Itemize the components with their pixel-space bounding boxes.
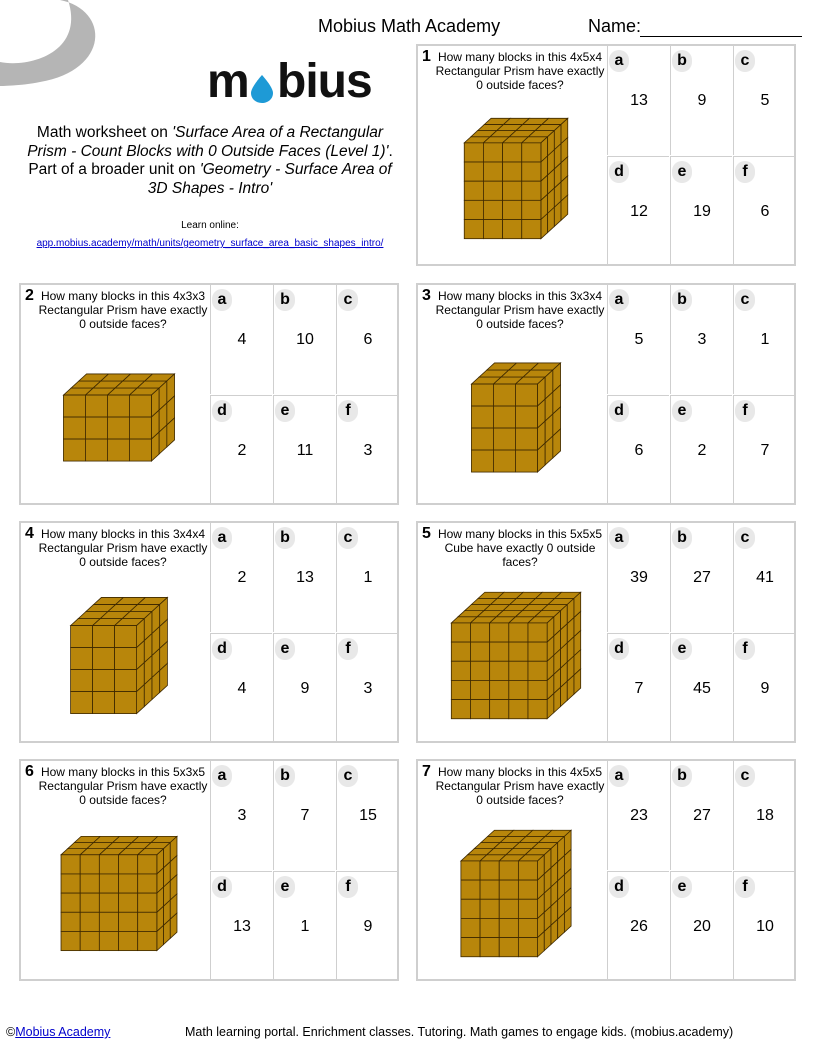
option-letter: a xyxy=(212,527,232,549)
block-front-face xyxy=(522,200,541,219)
block-front-face xyxy=(85,439,107,461)
block-front-face xyxy=(522,181,541,200)
block-front-face xyxy=(138,855,157,874)
problem-question: How many blocks in this 4x3x3 Rectangular Prism have exactly 0 outside faces? xyxy=(38,289,208,331)
block-front-face xyxy=(528,700,547,719)
option-value: 6 xyxy=(634,442,644,459)
option-value: 18 xyxy=(756,807,774,824)
block-front-face xyxy=(470,700,489,719)
answer-option-a[interactable] xyxy=(210,761,272,870)
option-value: 3 xyxy=(363,680,373,697)
block-front-face xyxy=(115,692,137,714)
problem-question: How many blocks in this 3x4x4 Rectangular Prism have exactly 0 outside faces? xyxy=(38,527,208,569)
block-front-face xyxy=(93,692,115,714)
answer-grid xyxy=(607,46,796,266)
prism-figure xyxy=(426,335,606,500)
svg-text:m: m xyxy=(207,57,249,107)
problem-4 xyxy=(19,521,399,743)
block-front-face xyxy=(464,181,483,200)
block-front-face xyxy=(99,912,118,931)
block-front-face xyxy=(99,855,118,874)
answer-option-e[interactable] xyxy=(670,395,732,504)
block-front-face xyxy=(471,428,493,450)
option-value: 27 xyxy=(693,807,711,824)
answer-option-c[interactable] xyxy=(733,761,795,870)
block-front-face xyxy=(71,626,93,648)
option-value: 6 xyxy=(760,203,770,220)
worksheet-description: Math worksheet on 'Surface Area of a Rectangular Prism - Count Blocks with 0 Outside Faces (Level 1)'. Part of a broader unit on 'Geometry - Surface Area of 3D Shapes - Intro' xyxy=(27,124,393,197)
block-front-face xyxy=(71,670,93,692)
block-front-face xyxy=(515,384,537,406)
prism-figure xyxy=(29,811,209,976)
answer-option-d[interactable] xyxy=(607,633,669,742)
option-letter: c xyxy=(735,765,755,787)
block-front-face xyxy=(493,428,515,450)
block-front-face xyxy=(61,912,80,931)
block-front-face xyxy=(99,893,118,912)
answer-option-b[interactable] xyxy=(273,285,335,394)
block-front-face xyxy=(107,395,129,417)
block-front-face xyxy=(503,200,522,219)
option-value: 7 xyxy=(634,680,644,697)
block-front-face xyxy=(461,899,480,918)
svg-text:bius: bius xyxy=(277,57,372,107)
answer-option-f[interactable] xyxy=(733,156,795,265)
block-front-face xyxy=(115,626,137,648)
block-front-face xyxy=(515,450,537,472)
option-letter: b xyxy=(275,765,295,787)
block-front-face xyxy=(483,181,502,200)
block-front-face xyxy=(480,899,499,918)
prism-figure xyxy=(426,96,606,261)
option-letter: f xyxy=(735,638,755,660)
block-front-face xyxy=(80,874,99,893)
name-label: Name: xyxy=(588,16,642,36)
option-letter: b xyxy=(672,527,692,549)
option-letter: d xyxy=(212,400,232,422)
option-letter: e xyxy=(275,876,295,898)
block-front-face xyxy=(503,143,522,162)
option-value: 9 xyxy=(760,680,770,697)
answer-option-d[interactable] xyxy=(210,633,272,742)
option-value: 5 xyxy=(634,331,644,348)
answer-option-f[interactable] xyxy=(336,633,398,742)
block-front-face xyxy=(490,700,509,719)
problem-question: How many blocks in this 4x5x4 Rectangular Prism have exactly 0 outside faces? xyxy=(435,50,605,92)
problem-7 xyxy=(416,759,796,981)
option-value: 3 xyxy=(363,442,373,459)
block-front-face xyxy=(480,918,499,937)
block-front-face xyxy=(471,450,493,472)
answer-option-e[interactable] xyxy=(670,156,732,265)
block-front-face xyxy=(522,220,541,239)
option-letter: b xyxy=(275,527,295,549)
option-value: 41 xyxy=(756,569,774,586)
block-front-face xyxy=(63,439,85,461)
block-front-face xyxy=(138,874,157,893)
block-front-face xyxy=(509,661,528,680)
option-letter: b xyxy=(275,289,295,311)
prism-figure xyxy=(426,811,606,976)
option-value: 1 xyxy=(300,918,310,935)
option-letter: f xyxy=(735,876,755,898)
answer-option-a[interactable] xyxy=(607,285,669,394)
block-front-face xyxy=(528,623,547,642)
answer-option-e[interactable] xyxy=(273,395,335,504)
block-front-face xyxy=(528,661,547,680)
option-letter: a xyxy=(212,289,232,311)
unit-link[interactable]: app.mobius.academy/math/units/geometry_surface_area_basic_shapes_intro/ xyxy=(36,238,384,249)
prism-figure xyxy=(29,573,209,738)
block-front-face xyxy=(115,670,137,692)
answer-option-b[interactable] xyxy=(670,285,732,394)
answer-option-b[interactable] xyxy=(670,761,732,870)
option-value: 5 xyxy=(760,92,770,109)
block-front-face xyxy=(499,918,518,937)
answer-option-c[interactable] xyxy=(733,523,795,632)
answer-option-b[interactable] xyxy=(273,523,335,632)
answer-option-f[interactable] xyxy=(733,871,795,980)
problem-number: 2 xyxy=(25,287,34,304)
block-front-face xyxy=(115,648,137,670)
block-front-face xyxy=(119,893,138,912)
answer-option-b[interactable] xyxy=(670,523,732,632)
block-front-face xyxy=(528,680,547,699)
block-front-face xyxy=(483,143,502,162)
option-value: 12 xyxy=(630,203,648,220)
problem-3 xyxy=(416,283,796,505)
block-front-face xyxy=(518,861,537,880)
option-value: 9 xyxy=(363,918,373,935)
answer-grid xyxy=(607,523,796,743)
block-front-face xyxy=(471,406,493,428)
option-letter: f xyxy=(735,400,755,422)
block-front-face xyxy=(63,417,85,439)
footer-copyright: ©Mobius Academy xyxy=(6,1025,111,1039)
option-value: 7 xyxy=(300,807,310,824)
block-front-face xyxy=(522,143,541,162)
block-front-face xyxy=(499,938,518,957)
block-front-face xyxy=(129,417,151,439)
block-front-face xyxy=(518,938,537,957)
block-front-face xyxy=(107,439,129,461)
option-letter: a xyxy=(609,50,629,72)
block-front-face xyxy=(138,893,157,912)
block-front-face xyxy=(80,855,99,874)
block-front-face xyxy=(61,855,80,874)
block-front-face xyxy=(138,912,157,931)
answer-grid xyxy=(607,285,796,505)
answer-option-c[interactable] xyxy=(733,46,795,155)
option-value: 45 xyxy=(693,680,711,697)
block-front-face xyxy=(493,384,515,406)
option-value: 13 xyxy=(233,918,251,935)
footer-tagline: Math learning portal. Enrichment classes. Tutoring. Math games to engage kids. (mobius.academy) xyxy=(185,1025,734,1039)
answer-grid xyxy=(210,523,399,743)
option-value: 26 xyxy=(630,918,648,935)
block-front-face xyxy=(93,670,115,692)
option-letter: b xyxy=(672,765,692,787)
option-value: 10 xyxy=(296,331,314,348)
learn-online-label: Learn online: xyxy=(181,220,239,231)
option-letter: c xyxy=(338,527,358,549)
option-letter: c xyxy=(735,527,755,549)
problem-number: 5 xyxy=(422,525,431,542)
block-front-face xyxy=(470,642,489,661)
answer-option-f[interactable] xyxy=(336,871,398,980)
block-front-face xyxy=(518,880,537,899)
problem-question: How many blocks in this 5x3x5 Rectangular Prism have exactly 0 outside faces? xyxy=(38,765,208,807)
option-letter: f xyxy=(338,638,358,660)
option-value: 4 xyxy=(237,680,247,697)
answer-option-f[interactable] xyxy=(336,395,398,504)
option-value: 19 xyxy=(693,203,711,220)
answer-option-d[interactable] xyxy=(607,871,669,980)
answer-option-d[interactable] xyxy=(210,395,272,504)
answer-option-a[interactable] xyxy=(210,523,272,632)
answer-option-e[interactable] xyxy=(273,633,335,742)
answer-option-d[interactable] xyxy=(607,156,669,265)
block-front-face xyxy=(129,439,151,461)
option-value: 2 xyxy=(237,569,247,586)
option-letter: d xyxy=(212,876,232,898)
name-field[interactable] xyxy=(640,36,802,37)
answer-grid xyxy=(210,285,399,505)
block-front-face xyxy=(483,200,502,219)
block-front-face xyxy=(464,220,483,239)
block-front-face xyxy=(451,680,470,699)
block-front-face xyxy=(503,220,522,239)
option-value: 7 xyxy=(760,442,770,459)
option-value: 1 xyxy=(760,331,770,348)
problem-2 xyxy=(19,283,399,505)
option-letter: e xyxy=(672,161,692,183)
option-value: 27 xyxy=(693,569,711,586)
answer-option-b[interactable] xyxy=(273,761,335,870)
block-front-face xyxy=(107,417,129,439)
answer-option-d[interactable] xyxy=(210,871,272,980)
block-front-face xyxy=(63,395,85,417)
option-value: 6 xyxy=(363,331,373,348)
block-front-face xyxy=(61,893,80,912)
problem-number: 1 xyxy=(422,48,431,65)
block-front-face xyxy=(490,642,509,661)
problem-question: How many blocks in this 4x5x5 Rectangular Prism have exactly 0 outside faces? xyxy=(435,765,605,807)
answer-option-e[interactable] xyxy=(670,871,732,980)
block-front-face xyxy=(119,855,138,874)
option-value: 4 xyxy=(237,331,247,348)
block-front-face xyxy=(464,162,483,181)
option-letter: a xyxy=(212,765,232,787)
answer-option-b[interactable] xyxy=(670,46,732,155)
block-front-face xyxy=(493,406,515,428)
block-front-face xyxy=(528,642,547,661)
problem-number: 7 xyxy=(422,763,431,780)
block-front-face xyxy=(119,912,138,931)
option-value: 11 xyxy=(296,442,314,459)
block-front-face xyxy=(451,642,470,661)
option-letter: f xyxy=(338,876,358,898)
block-front-face xyxy=(490,623,509,642)
block-front-face xyxy=(509,680,528,699)
block-front-face xyxy=(461,880,480,899)
option-letter: e xyxy=(672,876,692,898)
option-letter: a xyxy=(609,527,629,549)
option-letter: d xyxy=(609,876,629,898)
block-front-face xyxy=(509,642,528,661)
option-letter: c xyxy=(338,765,358,787)
problem-number: 4 xyxy=(25,525,34,542)
block-front-face xyxy=(99,931,118,950)
problem-1 xyxy=(416,44,796,266)
option-value: 1 xyxy=(363,569,373,586)
block-front-face xyxy=(129,395,151,417)
block-front-face xyxy=(464,200,483,219)
block-front-face xyxy=(80,931,99,950)
option-letter: e xyxy=(672,638,692,660)
option-value: 10 xyxy=(756,918,774,935)
block-front-face xyxy=(138,931,157,950)
block-front-face xyxy=(480,880,499,899)
block-front-face xyxy=(71,692,93,714)
block-front-face xyxy=(490,661,509,680)
block-front-face xyxy=(119,931,138,950)
option-letter: f xyxy=(735,161,755,183)
option-value: 9 xyxy=(300,680,310,697)
block-front-face xyxy=(93,648,115,670)
option-letter: d xyxy=(212,638,232,660)
answer-option-a[interactable] xyxy=(607,761,669,870)
swoosh-decoration xyxy=(0,0,110,100)
option-value: 23 xyxy=(630,807,648,824)
option-value: 2 xyxy=(237,442,247,459)
block-front-face xyxy=(470,623,489,642)
block-front-face xyxy=(71,648,93,670)
option-letter: a xyxy=(609,289,629,311)
option-value: 9 xyxy=(697,92,707,109)
block-front-face xyxy=(499,880,518,899)
block-front-face xyxy=(470,661,489,680)
block-front-face xyxy=(480,938,499,957)
answer-option-c[interactable] xyxy=(733,285,795,394)
option-letter: f xyxy=(338,400,358,422)
option-letter: e xyxy=(275,638,295,660)
block-front-face xyxy=(99,874,118,893)
block-front-face xyxy=(470,680,489,699)
answer-grid xyxy=(607,761,796,981)
block-front-face xyxy=(499,899,518,918)
answer-option-a[interactable] xyxy=(607,523,669,632)
problem-question: How many blocks in this 5x5x5 Cube have exactly 0 outside faces? xyxy=(437,527,603,569)
block-front-face xyxy=(461,918,480,937)
block-front-face xyxy=(461,938,480,957)
option-value: 15 xyxy=(359,807,377,824)
option-letter: e xyxy=(672,400,692,422)
option-value: 3 xyxy=(697,331,707,348)
option-letter: b xyxy=(672,289,692,311)
problem-number: 6 xyxy=(25,763,34,780)
block-front-face xyxy=(509,700,528,719)
answer-option-f[interactable] xyxy=(733,395,795,504)
block-front-face xyxy=(451,623,470,642)
block-front-face xyxy=(85,417,107,439)
problem-number: 3 xyxy=(422,287,431,304)
problem-question: How many blocks in this 3x3x4 Rectangular Prism have exactly 0 outside faces? xyxy=(435,289,605,331)
prism-figure xyxy=(426,573,606,738)
option-letter: d xyxy=(609,638,629,660)
block-front-face xyxy=(480,861,499,880)
block-front-face xyxy=(493,450,515,472)
block-front-face xyxy=(93,626,115,648)
answer-option-f[interactable] xyxy=(733,633,795,742)
answer-option-d[interactable] xyxy=(607,395,669,504)
answer-option-a[interactable] xyxy=(607,46,669,155)
option-letter: d xyxy=(609,161,629,183)
option-value: 20 xyxy=(693,918,711,935)
option-value: 3 xyxy=(237,807,247,824)
block-front-face xyxy=(522,162,541,181)
block-front-face xyxy=(483,220,502,239)
block-front-face xyxy=(80,912,99,931)
block-front-face xyxy=(503,162,522,181)
option-letter: c xyxy=(735,50,755,72)
answer-option-a[interactable] xyxy=(210,285,272,394)
block-front-face xyxy=(80,893,99,912)
block-front-face xyxy=(518,918,537,937)
answer-option-c[interactable] xyxy=(336,523,398,632)
block-front-face xyxy=(503,181,522,200)
answer-grid xyxy=(210,761,399,981)
block-front-face xyxy=(515,406,537,428)
option-letter: e xyxy=(275,400,295,422)
block-front-face xyxy=(483,162,502,181)
block-front-face xyxy=(85,395,107,417)
block-front-face xyxy=(490,680,509,699)
option-letter: c xyxy=(735,289,755,311)
option-letter: c xyxy=(338,289,358,311)
block-front-face xyxy=(451,700,470,719)
answer-option-e[interactable] xyxy=(273,871,335,980)
block-front-face xyxy=(119,874,138,893)
block-front-face xyxy=(471,384,493,406)
mobius-academy-link[interactable]: Mobius Academy xyxy=(15,1025,111,1039)
option-value: 39 xyxy=(630,569,648,586)
problem-6 xyxy=(19,759,399,981)
block-front-face xyxy=(515,428,537,450)
block-front-face xyxy=(518,899,537,918)
block-front-face xyxy=(461,861,480,880)
prism-figure xyxy=(29,335,209,500)
answer-option-e[interactable] xyxy=(670,633,732,742)
option-value: 13 xyxy=(630,92,648,109)
answer-option-c[interactable] xyxy=(336,285,398,394)
problem-5 xyxy=(416,521,796,743)
block-front-face xyxy=(451,661,470,680)
block-front-face xyxy=(61,931,80,950)
block-front-face xyxy=(499,861,518,880)
option-letter: a xyxy=(609,765,629,787)
option-letter: b xyxy=(672,50,692,72)
option-value: 2 xyxy=(697,442,707,459)
block-front-face xyxy=(464,143,483,162)
option-letter: d xyxy=(609,400,629,422)
answer-option-c[interactable] xyxy=(336,761,398,870)
page-title: Mobius Math Academy xyxy=(318,16,501,36)
block-front-face xyxy=(61,874,80,893)
option-value: 13 xyxy=(296,569,314,586)
block-front-face xyxy=(509,623,528,642)
